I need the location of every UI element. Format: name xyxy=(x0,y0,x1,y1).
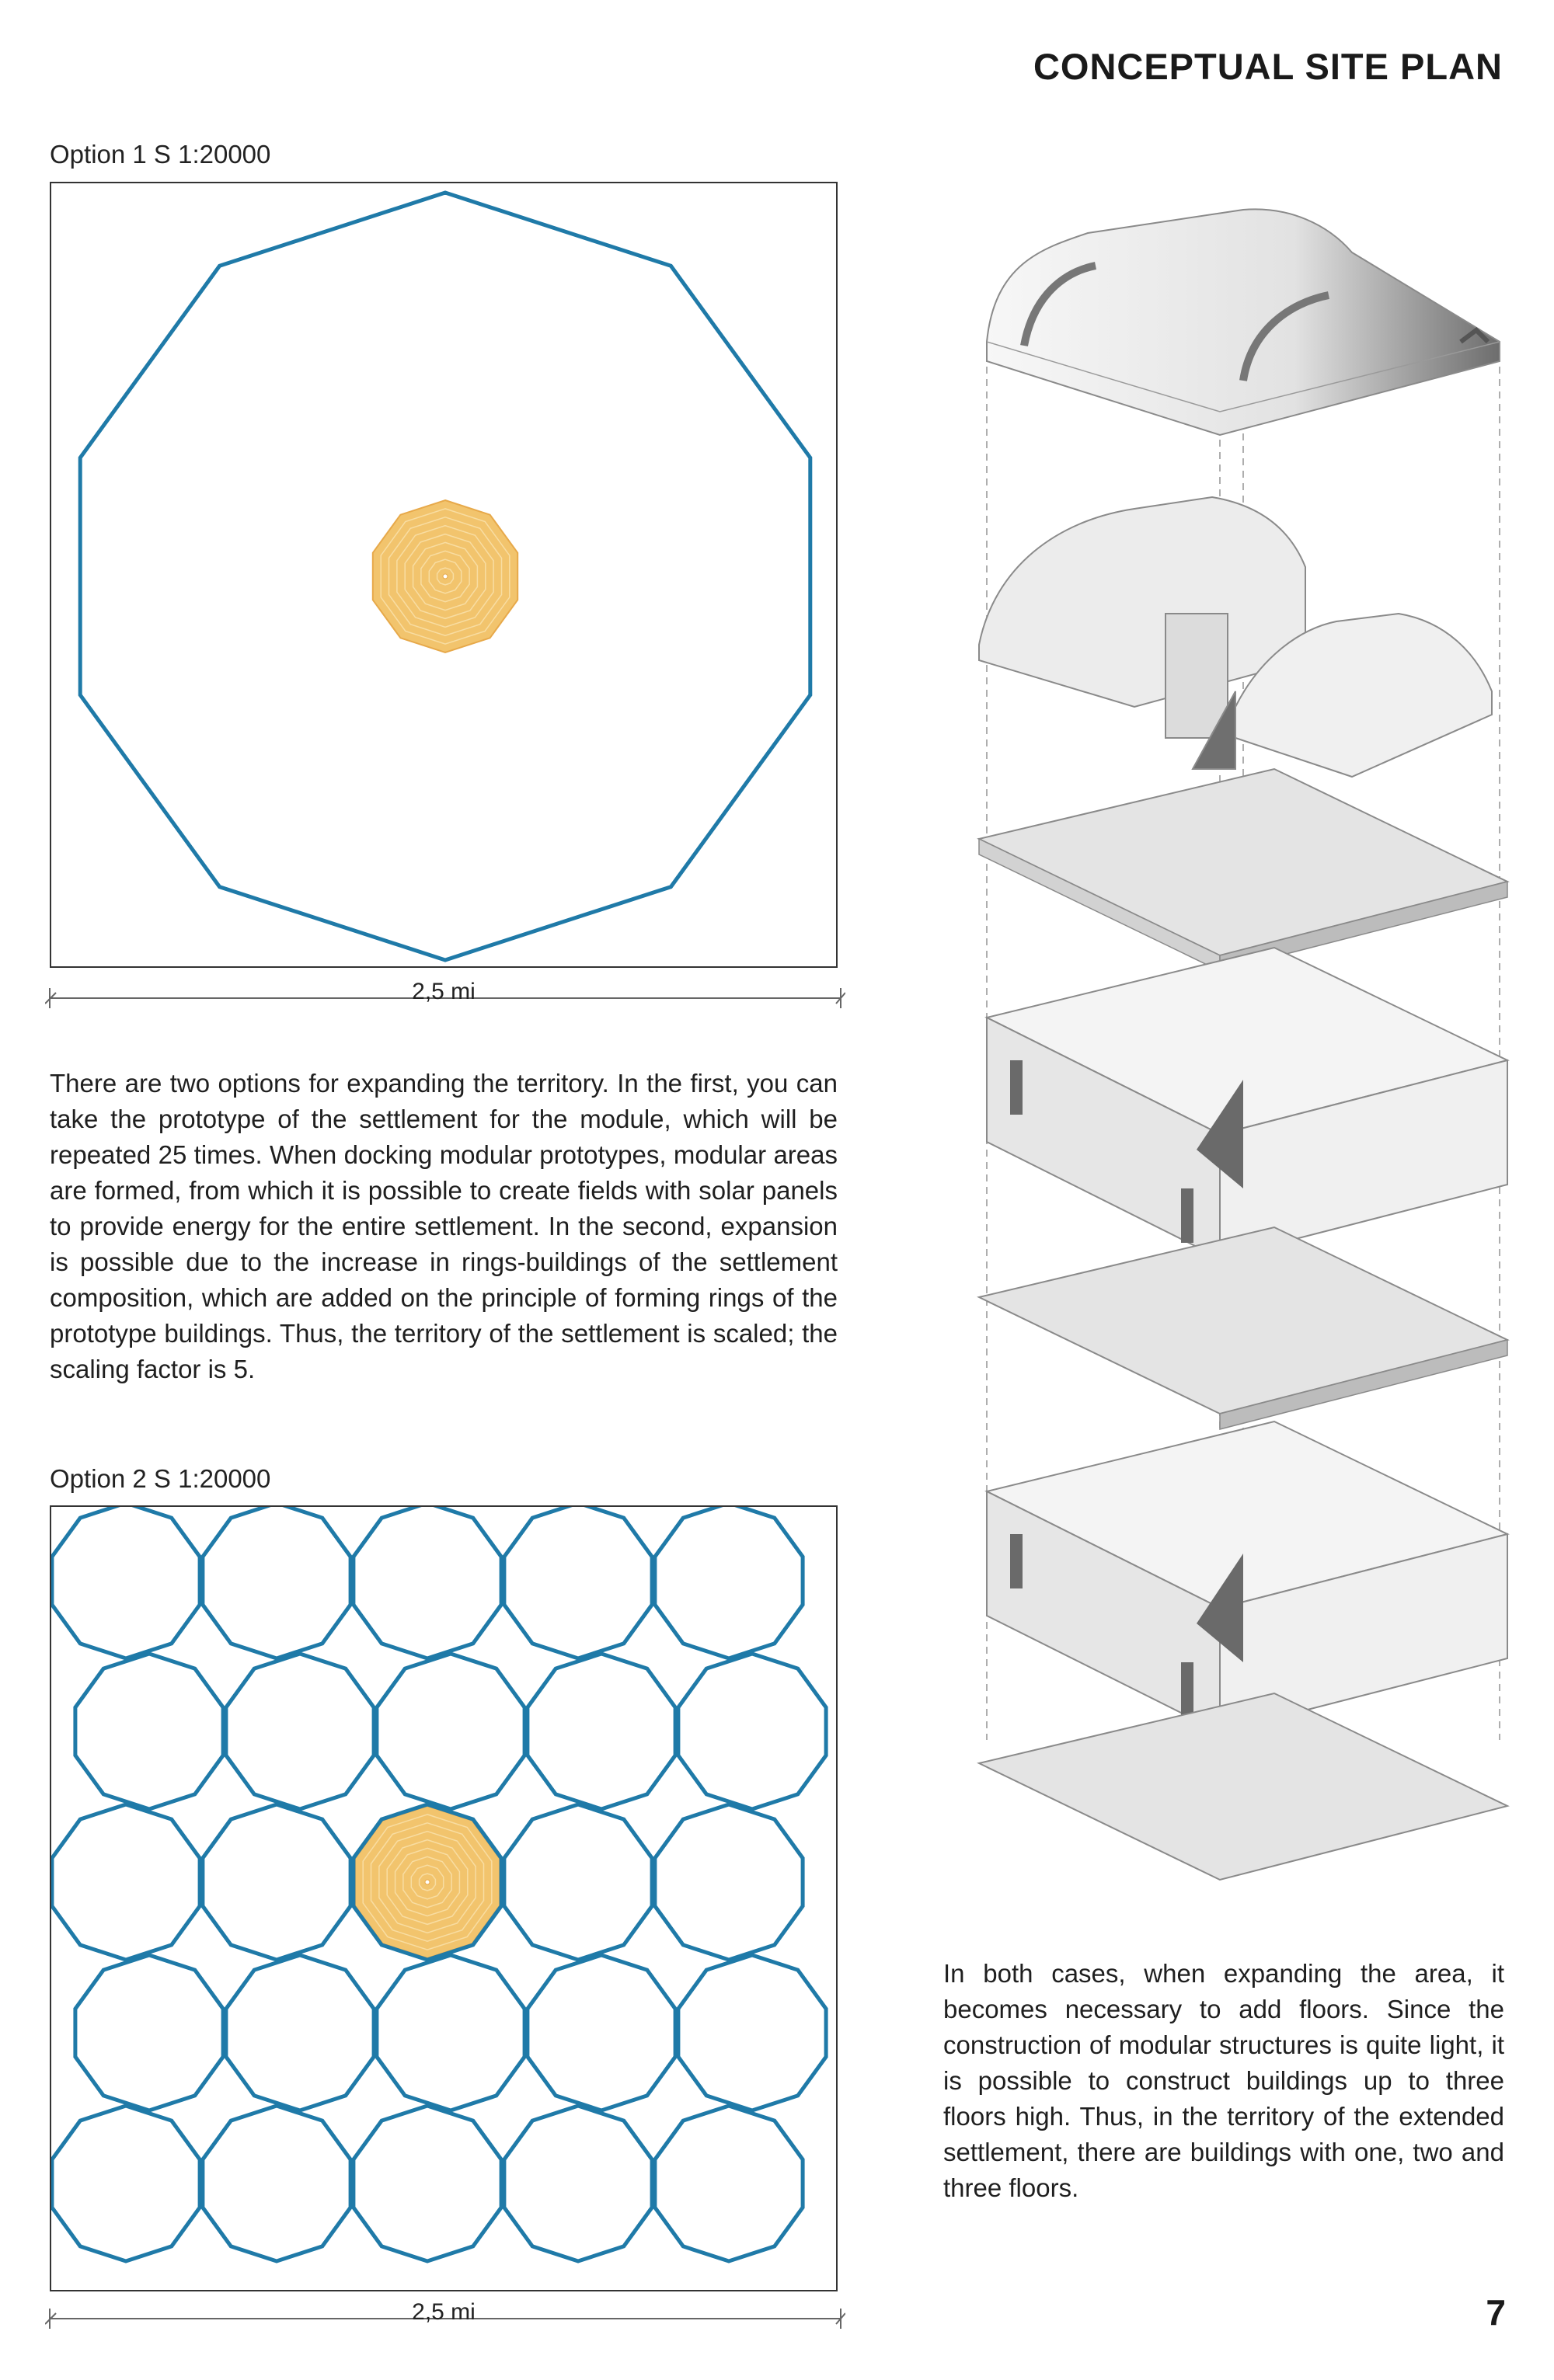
module-outline xyxy=(203,1804,350,1960)
roof-vault xyxy=(987,209,1500,435)
settlement-center xyxy=(425,1880,430,1884)
module-outline xyxy=(354,2106,501,2261)
floor-slab-base xyxy=(979,1693,1507,1880)
option2-label: Option 2 S 1:20000 xyxy=(50,1464,271,1493)
option1-label: Option 1 S 1:20000 xyxy=(50,140,271,169)
module-outline xyxy=(377,1654,524,1809)
module-outline xyxy=(52,2106,200,2261)
floors-paragraph: In both cases, when expanding the area, it becomes necessary to add floors. Since the construction of modular structures is quite light, it is possible to construct buildings up to three floors high. Thus, in the territory of the extended settlement, there are buildings with one, two and three floors. xyxy=(943,1959,1504,2202)
option1-drawing xyxy=(51,183,839,969)
module-outline xyxy=(655,2106,803,2261)
upper-vaults xyxy=(979,497,1492,777)
option1-site-plan xyxy=(50,182,838,968)
floor-slab-middle xyxy=(979,1227,1507,1429)
module-outline xyxy=(655,1804,803,1960)
module-outline xyxy=(528,1955,675,2110)
exploded-building-axonometric xyxy=(963,179,1523,1888)
page-title: CONCEPTUAL SITE PLAN xyxy=(1033,46,1503,87)
module-outline xyxy=(203,2106,350,2261)
module-outline xyxy=(203,1507,350,1658)
option2-dimension-label: 2,5 mi xyxy=(412,2299,476,2325)
floor-slab-top xyxy=(979,769,1507,971)
module-outline xyxy=(52,1507,200,1658)
option2-site-plan xyxy=(50,1505,838,2291)
module-outline xyxy=(52,1804,200,1960)
page-number: 7 xyxy=(1486,2292,1506,2333)
module-outline xyxy=(504,1507,652,1658)
module-outline xyxy=(678,1654,826,1809)
option1-dimension-label: 2,5 mi xyxy=(412,979,476,1004)
storey-lower xyxy=(987,1421,1507,1732)
module-outline xyxy=(504,1804,652,1960)
module-outline xyxy=(226,1955,374,2110)
module-outline xyxy=(504,2106,652,2261)
module-outline xyxy=(226,1654,374,1809)
module-outline xyxy=(75,1955,223,2110)
module-outline xyxy=(678,1955,826,2110)
module-outline xyxy=(528,1654,675,1809)
module-outline xyxy=(377,1955,524,2110)
option2-drawing xyxy=(51,1507,839,2293)
module-outline xyxy=(75,1654,223,1809)
module-outline xyxy=(655,1507,803,1658)
storey-upper xyxy=(987,948,1507,1258)
settlement-center xyxy=(443,574,448,579)
expansion-paragraph: There are two options for expanding the territory. In the first, you can take the prototype of the settlement for the module, which will be repeated 25 times. When docking modular prototypes, modular areas are formed, from which it is possible to create fields with solar panels to provide energy for the entire settlement. In the second, expansion is possible due to the increase in rings-buildings of the settlement composition, which are added on the principle of forming rings of the prototype buildings. Thus, the territory of the settlement is scaled; the scaling factor is 5. xyxy=(50,1069,838,1383)
module-outline xyxy=(354,1507,501,1658)
